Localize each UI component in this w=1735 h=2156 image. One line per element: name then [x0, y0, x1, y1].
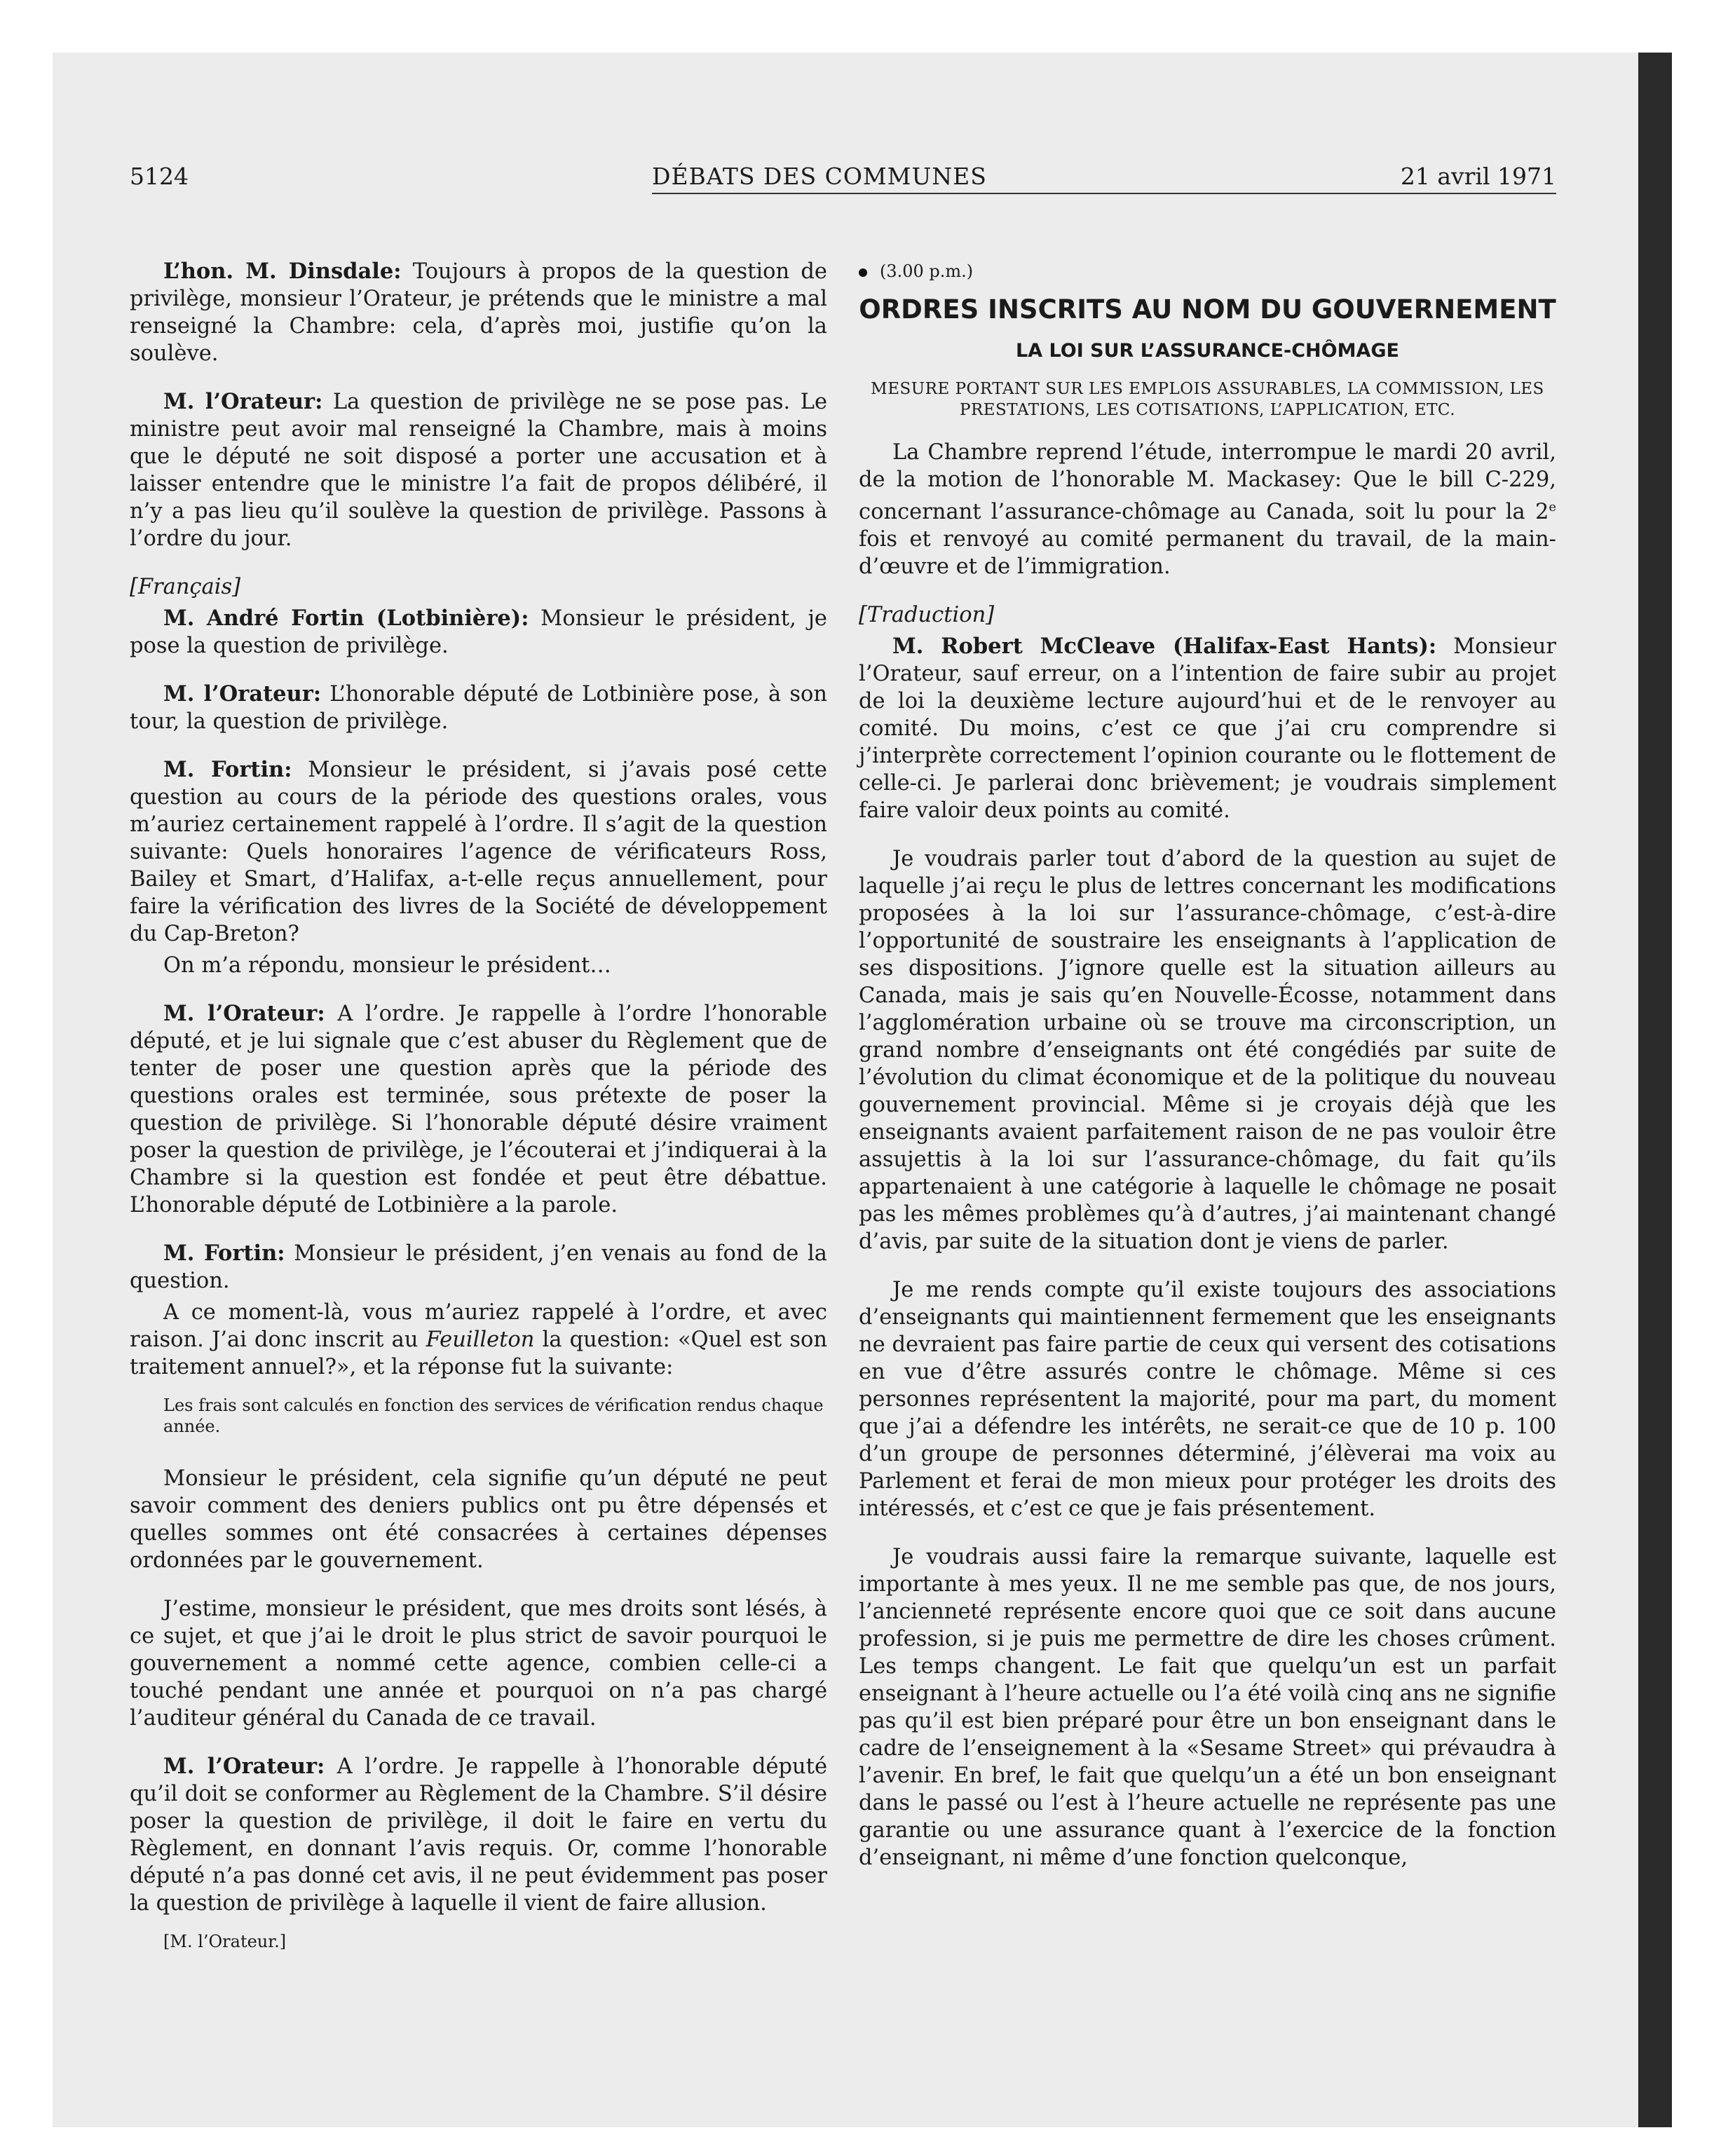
speaker-name: M. l’Orateur:	[163, 1001, 325, 1026]
paragraph: M. André Fortin (Lotbinière): Monsieur le président, je pose la question de privilège.	[130, 606, 827, 658]
publication-date: 21 avril 1971	[1400, 163, 1556, 190]
speaker-name: M. Fortin:	[163, 757, 292, 782]
paragraph: M. Fortin: Monsieur le président, j’en venais au fond de la question.	[130, 1241, 827, 1293]
language-tag: [Français]	[130, 575, 241, 599]
left-column	[130, 258, 827, 1956]
speaker-name: M. Robert McCleave (Halifax-East Hants):	[892, 634, 1437, 660]
speaker-name: M. André Fortin (Lotbinière):	[163, 606, 529, 631]
speaker-footer-tag: [M. l’Orateur.]	[163, 1932, 287, 1951]
page-header	[130, 158, 1556, 194]
speaker-name: M. l’Orateur:	[163, 389, 323, 414]
section-heading: ORDRES INSCRITS AU NOM DU GOUVERNEMENT	[859, 294, 1556, 325]
italic-title: Feuilleton	[426, 1328, 535, 1352]
paragraph: M. l’Orateur: A l’ordre. Je rappelle à l’ordre l’honorable député, et je lui signale que c’est abuser du Règlement que de tenter de poser une question après que la période des questions orales est terminée, sous prétexte de poser la question de privilège. Si l’honorable député désire vraiment poser la question de privilège, je l’écouterai et j’indiquerai à la Chambre si la question est fondée et peut être débattue. L’honorable député de Lotbinière a la parole.	[130, 1001, 827, 1217]
right-column	[859, 258, 1556, 1871]
speaker-name: M. Fortin:	[163, 1241, 285, 1266]
paragraph: M. Robert McCleave (Halifax-East Hants): Monsieur l’Orateur, sauf erreur, on a l’intention de faire subir au projet de loi la deuxième lecture aujourd’hui et de le renvoyer au comité. Du moins, c’est ce que j’ai cru comprendre si j’interprète correctement l’opinion courante ou le flottement de celle-ci. Je parlerai donc brièvement; je voudrais simplement faire valoir deux points au comité.	[859, 634, 1556, 824]
language-tag: [Traduction]	[859, 603, 995, 628]
paragraph: Je voudrais aussi faire la remarque suivante, laquelle est importante à mes yeux. Il ne me semble pas que, de nos jours, l’ancienneté représente encore quoi que ce soit dans aucune profession, si je puis me permettre de dire les choses crûment. Les temps changent. Le fait que quelqu’un est un parfait enseignant à l’heure actuelle ou l’a été voilà cinq ans ne signifie pas qu’il est bien préparé pour être un bon enseignant dans le cadre de l’enseignement à la «Sesame Street» qui prévaudra à l’avenir. En bref, le fait que quelqu’un a été un bon enseignant dans le passé ou l’est à l’heure actuelle ne représente pas une garantie ou une assurance quant à l’exercice de la fonction d’enseignant, ni même d’une fonction quelconque,	[859, 1545, 1556, 1871]
paragraph: M. l’Orateur: La question de privilège ne se pose pas. Le ministre peut avoir mal renseigné la Chambre, mais à moins que le député ne soit disposé a porter une accusation et à laisser entendre que le ministre l’a fait de propos délibéré, il n’y a pas lieu qu’il soulève la question de privilège. Passons à l’ordre du jour.	[130, 389, 827, 551]
paragraph: La Chambre reprend l’étude, interrompue le mardi 20 avril, de la motion de l’honorable M. Mackasey: Que le bill C-229, concernant l’assurance-chômage au Canada, soit lu pour la 2e fois et renvoyé au comité permanent du travail, de la main-d’œuvre et de l’immigration.	[859, 440, 1556, 580]
paragraph: M. l’Orateur: L’honorable député de Lotbinière pose, à son tour, la question de privilège.	[130, 681, 827, 734]
publication-title: DÉBATS DES COMMUNES	[652, 163, 987, 190]
paragraph: Je voudrais parler tout d’abord de la question au sujet de laquelle j’ai reçu le plus de lettres concernant les modifications proposées à la loi sur l’assurance-chômage, c’est-à-dire l’opportunité de soustraire les enseignants à l’application de ses dispositions. J’ignore quelle est la situation ailleurs au Canada, mais je sais qu’en Nouvelle-Écosse, notamment dans l’agglomération urbaine où se trouve ma circonscription, un grand nombre d’enseignants ont été congédiés par suite de l’évolution du climat économique et de la politique du nouveau gouvernement provincial. Même si je croyais déjà que les enseignants avaient parfaitement raison de ne pas vouloir être assujettis à la loi sur l’assurance-chômage, du fait qu’ils appartenaient à une catégorie à laquelle le chômage ne posait pas les mêmes problèmes qu’à d’autres, j’ai maintenant changé d’avis, par suite de la situation dont je viens de parler.	[859, 847, 1556, 1255]
bill-heading: LA LOI SUR L’ASSURANCE-CHÔMAGE	[1016, 340, 1399, 362]
bullet-icon	[859, 268, 867, 277]
time-stamp: (3.00 p.m.)	[859, 258, 1556, 285]
paragraph: J’estime, monsieur le président, que mes droits sont lésés, à ce sujet, et que j’ai le droit le plus strict de savoir pourquoi le gouvernement a nommé cette agence, combien celle-ci a touché pendant une année et pourquoi on n’a pas chargé l’auditeur général du Canada de ce travail.	[130, 1597, 827, 1731]
header-rule	[652, 193, 1556, 194]
superscript: e	[1549, 500, 1556, 514]
paragraph: L’hon. M. Dinsdale: Toujours à propos de la question de privilège, monsieur l’Orateur, je prétends que le ministre a mal renseigné la Chambre: cela, d’après moi, justifie qu’on la soulève.	[130, 259, 827, 366]
paragraph: Monsieur le président, cela signifie qu’un député ne peut savoir comment des deniers publics ont pu être dépensés et quelles sommes ont été consacrées à certaines dépenses ordonnées par le gouvernement.	[130, 1466, 827, 1573]
scan-edge-bar	[1638, 53, 1672, 2127]
paragraph: Je me rends compte qu’il existe toujours des associations d’enseignants qui maintiennent fermement que les enseignants ne devraient pas faire partie de ceux qui versent des cotisations en vue d’être assurés contre le chômage. Même si ces personnes représentent la majorité, pour ma part, du moment que j’ai a défendre les intérêts, ne serait-ce que de 10 p. 100 d’un groupe de personnes déterminé, j’élèverai ma voix au Parlement et ferai de mon mieux pour protéger les droits des intéressés, et c’est ce que je fais présentement.	[859, 1278, 1556, 1522]
page-number: 5124	[130, 163, 189, 190]
quoted-answer: Les frais sont calculés en fonction des services de vérification rendus chaque année.	[163, 1396, 824, 1436]
speaker-name: M. l’Orateur:	[163, 1754, 325, 1779]
paragraph: On m’a répondu, monsieur le président…	[163, 953, 611, 978]
speaker-name: M. l’Orateur:	[163, 681, 322, 707]
paragraph: M. l’Orateur: A l’ordre. Je rappelle à l’honorable député qu’il doit se conformer au Règlement de la Chambre. S’il désire poser la question de privilège, il doit le faire en vertu du Règlement, en donnant l’avis requis. Or, comme l’honorable député n’a pas donné cet avis, il ne peut évidemment pas poser la question de privilège à laquelle il vient de faire allusion.	[130, 1754, 827, 1916]
speaker-name: L’hon. M. Dinsdale:	[163, 259, 402, 284]
paragraph: A ce moment-là, vous m’auriez rappelé à l’ordre, et avec raison. J’ai donc inscrit au Feuilleton la question: «Quel est son traitement annuel?», et la réponse fut la suivante:	[130, 1300, 828, 1379]
paragraph: M. Fortin: Monsieur le président, si j’avais posé cette question au cours de la période des questions orales, vous m’auriez certainement rappelé à l’ordre. Il s’agit de la question suivante: Quels honoraires l’agence de vérificateurs Ross, Bailey et Smart, d’Halifax, a-t-elle reçus annuellement, pour faire la vérification des livres de la Société de développement du Cap-Breton?	[130, 757, 827, 946]
measure-heading: MESURE PORTANT SUR LES EMPLOIS ASSURABLES, LA COMMISSION, LES PRESTATIONS, LES COTISATIONS, L’APPLICATION, ETC.	[871, 380, 1544, 419]
